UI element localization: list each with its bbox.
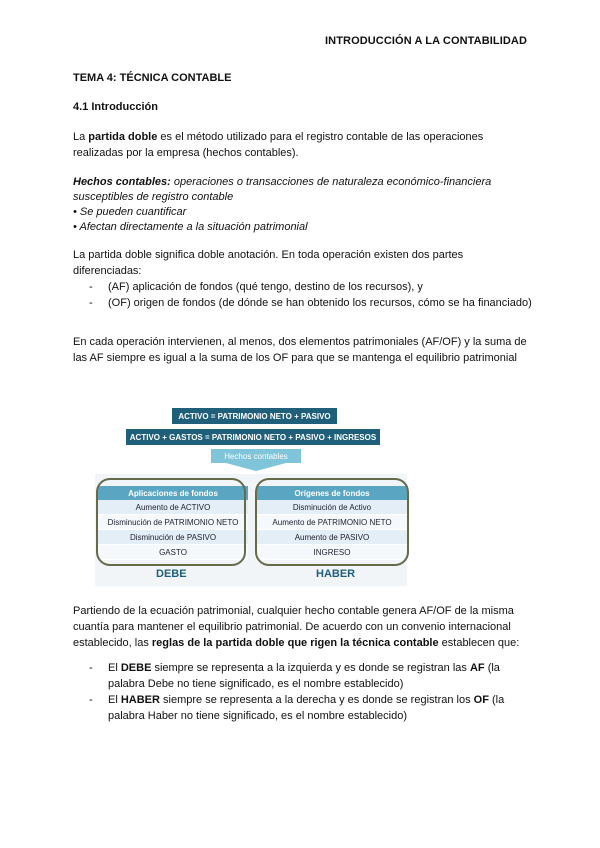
table-cell: Aumento de ACTIVO [98, 500, 248, 515]
rule-text: siempre se representa a la izquierda y es donde se registran las [151, 662, 470, 674]
rule-bold: AF [469, 662, 485, 674]
table-cell: GASTO [98, 545, 248, 560]
rule-text: (la palabra Haber no tiene significado, es el nombre establecido) [108, 694, 505, 722]
debe-label: DEBE [156, 568, 187, 580]
reglas-pre: Partiendo de la ecuación patrimonial, cualquier hecho contable genera AF/OF de la misma cuantía para mantener el equilibrio patrimonial. De acuerdo con un convenio internacional establecido, las [73, 605, 514, 649]
rule-text: siempre se representa a la derecha y es donde se registran los [159, 694, 474, 706]
rule-bold: DEBE [120, 662, 152, 674]
haber-bracket [255, 478, 409, 566]
rule-text: El [108, 694, 121, 706]
list-item: - (OF) origen de fondos (de dónde se han obtenido los recursos, cómo se ha financiado) [73, 295, 533, 311]
rules-list [73, 660, 533, 724]
aplicaciones-header: Aplicaciones de fondos [98, 486, 248, 500]
hechos-bullet: • Afectan directamente a la situación patrimonial [73, 221, 308, 233]
section-heading: 4.1 Introducción [73, 101, 158, 113]
table-cell: INGRESO [257, 545, 407, 560]
hechos-definition [73, 175, 533, 235]
reglas-bold: reglas de la partida doble que rigen la técnica contable [151, 637, 439, 649]
rule-text: El [108, 662, 121, 674]
rule-text: (la palabra Debe no tiene significado, es el nombre establecido) [108, 662, 500, 690]
topic-title: TEMA 4: TÉCNICA CONTABLE [73, 72, 232, 84]
partida-paragraph [73, 247, 533, 311]
accounting-diagram [95, 405, 415, 587]
hechos-bullet: • Se pueden cuantificar [73, 206, 187, 218]
origenes-header: Orígenes de fondos [257, 486, 407, 500]
rule-bold: HABER [120, 694, 160, 706]
haber-label: HABER [316, 568, 356, 580]
rule-item-debe [73, 660, 533, 692]
equation-extended: ACTIVO + GASTOS = PATRIMONIO NETO + PASIVO + INGRESOS [126, 429, 380, 445]
table-cell: Disminución de PASIVO [98, 530, 248, 545]
rule-bold: OF [473, 694, 489, 706]
debe-bracket [96, 478, 246, 566]
fund-list [73, 279, 533, 311]
equilibrio-paragraph: En cada operación intervienen, al menos, dos elementos patrimoniales (AF/OF) y la suma de las AF siempre es igual a la suma de los OF para que se mantenga el equilibrio patrimonial [73, 336, 527, 364]
intro-post: es el método utilizado para el registro contable de las operaciones realizadas por la empresa (hechos contables). [73, 131, 484, 159]
reglas-paragraph [73, 603, 533, 651]
partida-text: La partida doble significa doble anotación. En toda operación existen dos partes diferenciadas: [73, 249, 464, 277]
equation-basic: ACTIVO = PATRIMONIO NETO + PASIVO [172, 408, 337, 424]
course-header: INTRODUCCIÓN A LA CONTABILIDAD [325, 35, 527, 47]
rule-item-haber [73, 692, 533, 724]
hechos-definition-text: operaciones o transacciones de naturaleza económico-financiera susceptibles de registro contable [73, 176, 492, 203]
intro-bold: partida doble [88, 131, 158, 143]
table-cell: Aumento de PASIVO [257, 530, 407, 545]
list-item: - (AF) aplicación de fondos (qué tengo, destino de los recursos), y [73, 279, 533, 295]
hechos-arrow-label: Hechos contables [211, 449, 301, 463]
table-cell: Aumento de PATRIMONIO NETO [257, 515, 407, 530]
table-cell: Disminución de PATRIMONIO NETO [98, 515, 248, 530]
reglas-post: establecen que: [438, 637, 520, 649]
table-cell: Disminución de Activo [257, 500, 407, 515]
hechos-label: Hechos contables: [73, 176, 171, 188]
intro-paragraph [73, 129, 533, 161]
intro-pre: La [73, 131, 89, 143]
